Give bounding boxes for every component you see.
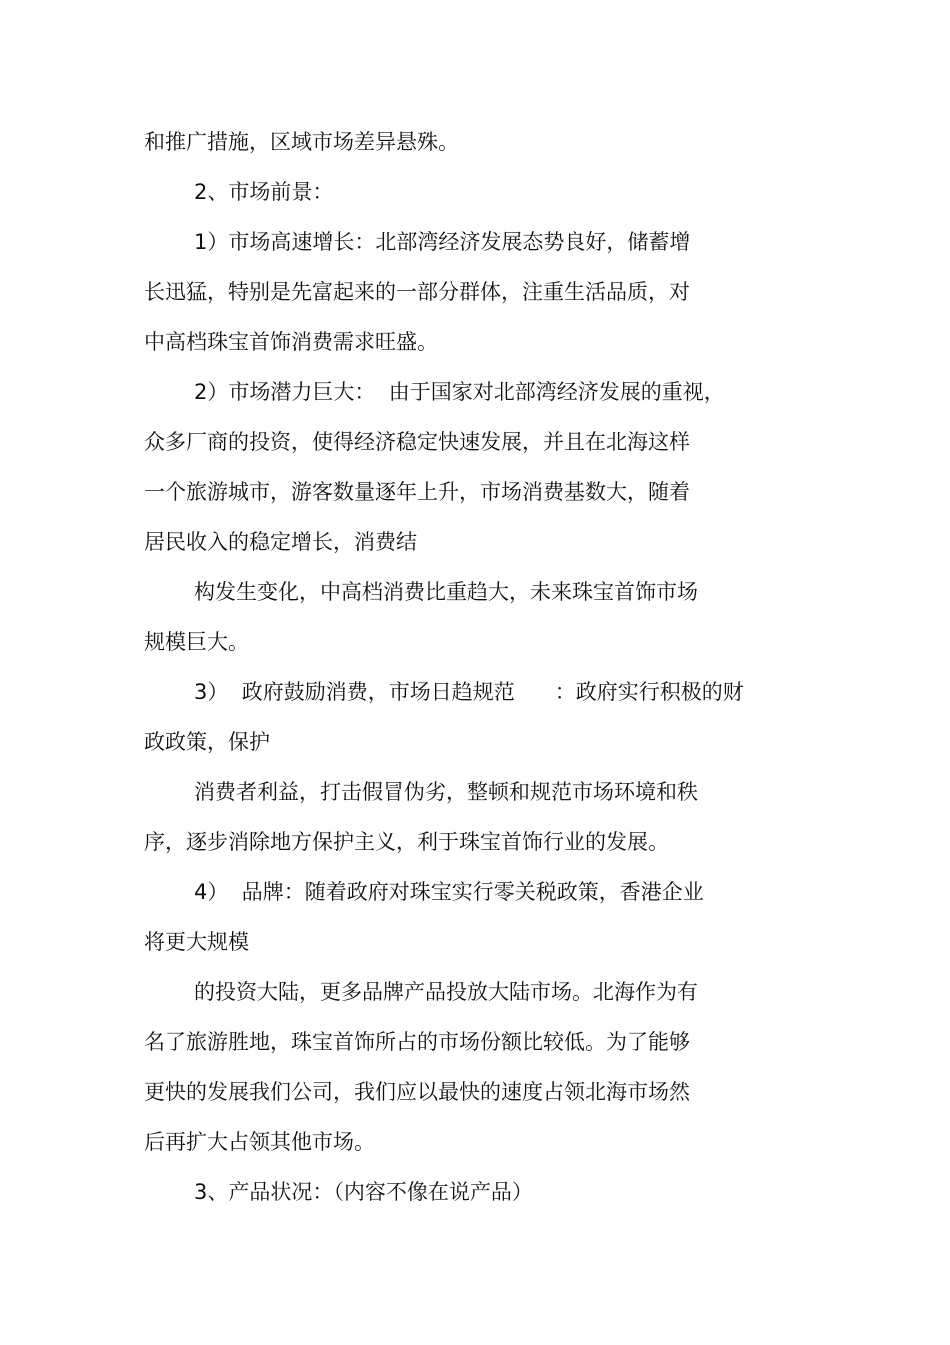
text-line: 众多厂商的投资，使得经济稳定快速发展，并且在北海这样 xyxy=(144,430,690,454)
text-line: 4） 品牌：随着政府对珠宝实行零关税政策，香港企业 xyxy=(194,880,704,904)
text-line: 长迅猛，特别是先富起来的一部分群体，注重生活品质，对 xyxy=(144,280,690,304)
text-line: 序，逐步消除地方保护主义，利于珠宝首饰行业的发展。 xyxy=(144,830,669,854)
text-line: 规模巨大。 xyxy=(144,630,249,654)
text-line: 的投资大陆，更多品牌产品投放大陆市场。北海作为有 xyxy=(194,980,698,1004)
text-line: 后再扩大占领其他市场。 xyxy=(144,1130,375,1154)
text-line: 名了旅游胜地，珠宝首饰所占的市场份额比较低。为了能够 xyxy=(144,1030,690,1054)
text-line: 构发生变化，中高档消费比重趋大，未来珠宝首饰市场 xyxy=(194,580,698,604)
text-line: 政政策，保护 xyxy=(144,730,270,754)
text-line: 更快的发展我们公司，我们应以最快的速度占领北海市场然 xyxy=(144,1080,690,1104)
text-line: 3） 政府鼓励消费，市场日趋规范 ：政府实行积极的财 xyxy=(194,680,744,704)
text-line: 1）市场高速增长：北部湾经济发展态势良好，储蓄增 xyxy=(194,230,691,254)
text-line: 和推广措施，区域市场差异悬殊。 xyxy=(144,130,459,154)
text-line: 将更大规模 xyxy=(144,930,249,954)
text-line: 消费者利益，打击假冒伪劣，整顿和规范市场环境和秩 xyxy=(194,780,698,804)
section-heading-market-outlook: 2、市场前景： xyxy=(194,180,334,204)
text-line: 中高档珠宝首饰消费需求旺盛。 xyxy=(144,330,438,354)
text-line: 居民收入的稳定增长，消费结 xyxy=(144,530,417,554)
text-line: 一个旅游城市，游客数量逐年上升，市场消费基数大，随着 xyxy=(144,480,690,504)
text-line: 2）市场潜力巨大： 由于国家对北部湾经济发展的重视， xyxy=(194,380,725,404)
section-heading-product-status: 3、产品状况：（内容不像在说产品） xyxy=(194,1180,533,1204)
